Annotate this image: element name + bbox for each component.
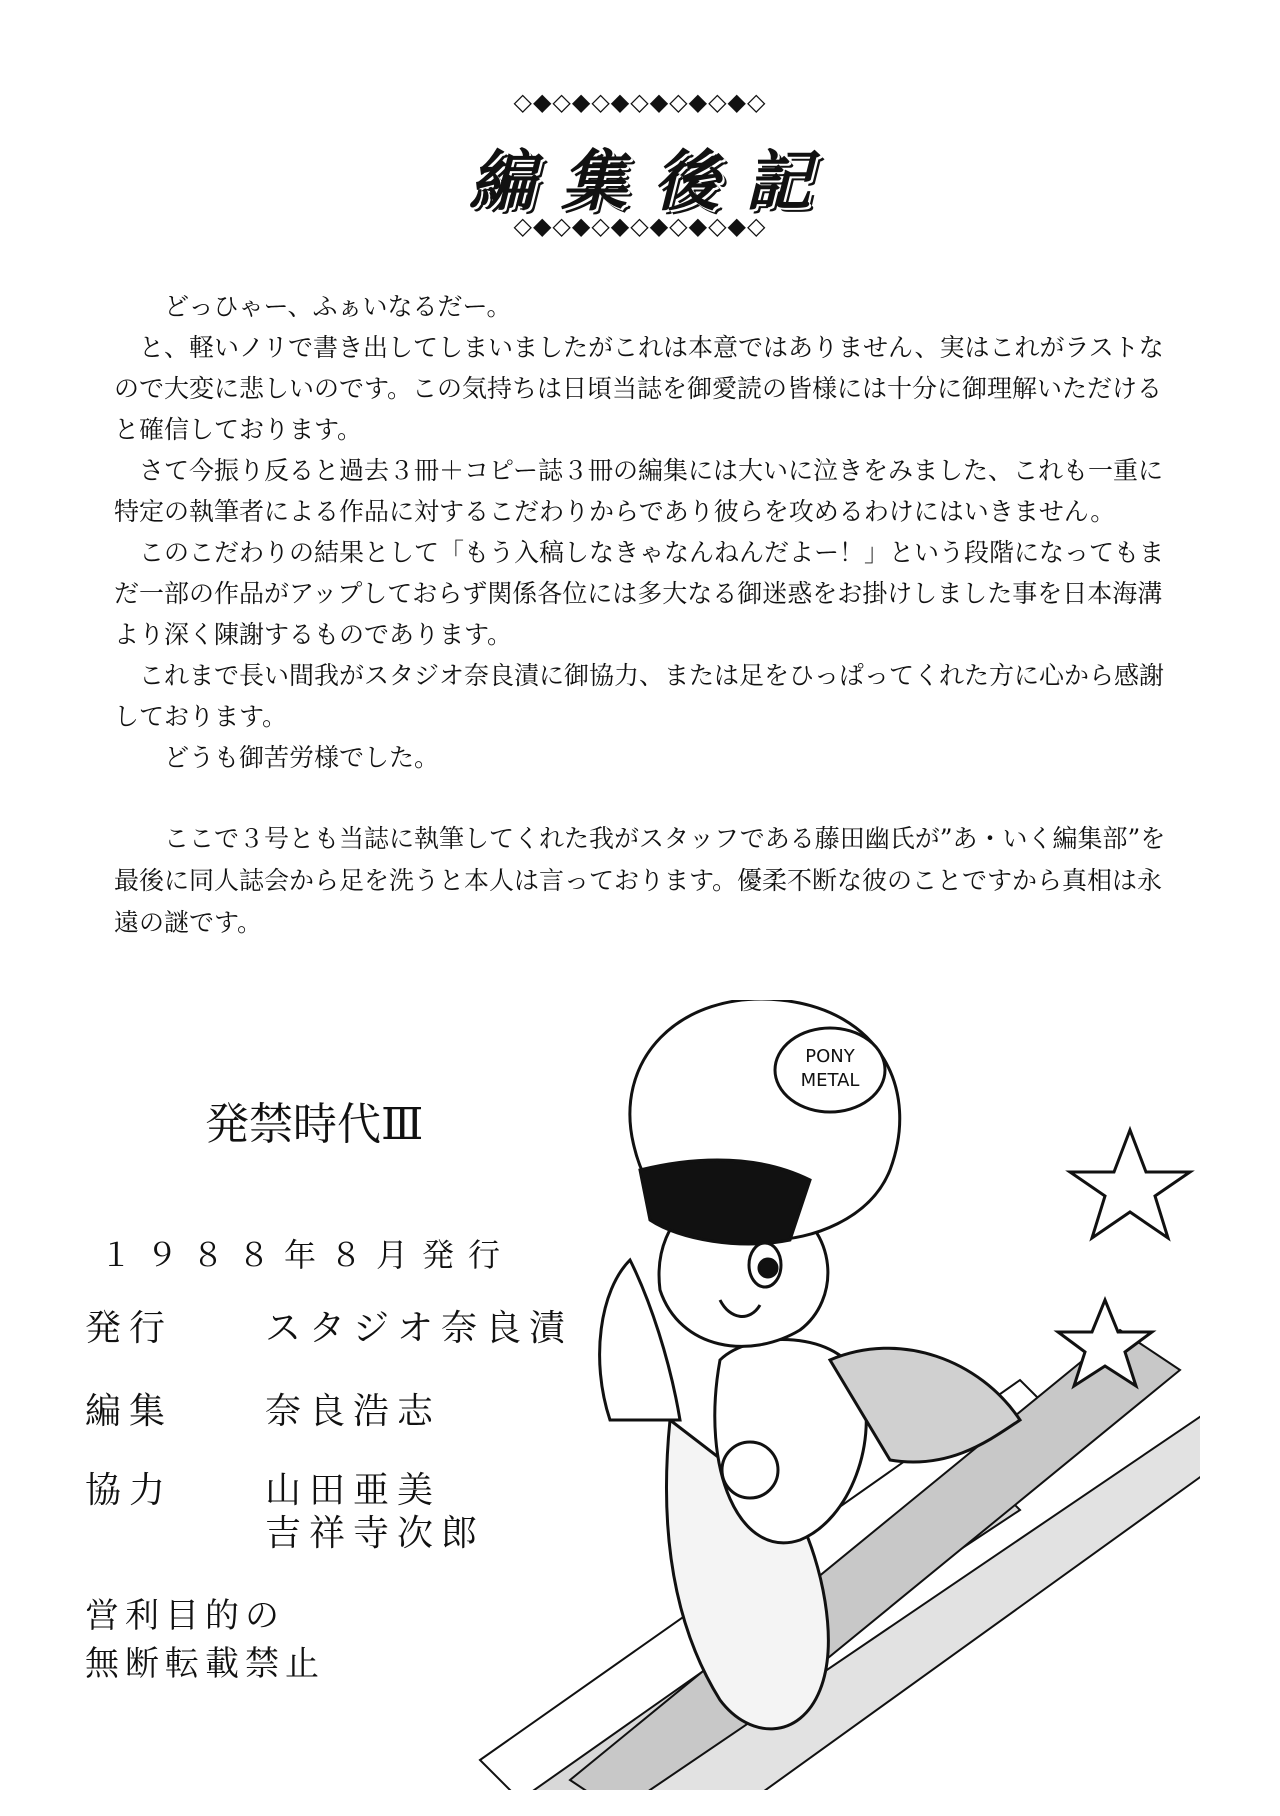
editor-value: 奈良浩志: [265, 1391, 442, 1432]
publisher-label: 発行: [85, 1308, 174, 1349]
editorial-body: [114, 286, 1174, 778]
paragraph-4: このこだわりの結果として「もう入稿しなきゃなんねんだよー！」という段階になってもまだ一部の作品がアップしておらず関係各位には多大なる御迷惑をお掛けしました事を日本海溝より深く陳謝するものであります。: [114, 538, 1165, 649]
helmet-text-metal: METAL: [800, 1070, 860, 1091]
cooperation-label: 協力: [85, 1470, 174, 1511]
paragraph-1: どっひゃー、ふぁいなるだー。: [164, 292, 512, 321]
cooperator-1: 山田亜美: [265, 1470, 442, 1511]
paragraph-5: これまで長い間我がスタジオ奈良漬に御協力、または足をひっぱってくれた方に心から感謝しております。: [114, 661, 1165, 731]
paragraph-3: さて今振り反ると過去３冊＋コピー誌３冊の編集には大いに泣きをみました、これも一重に特定の執筆者による作品に対するこだわりからであり彼らを攻めるわけにはいきません。: [114, 456, 1164, 526]
header-decoration-top: ◇◆◇◆◇◆◇◆◇◆◇◆◇: [513, 88, 767, 116]
helmet-text-pony: PONY: [805, 1046, 855, 1067]
copyright-notice-line1: 営利目的の: [85, 1596, 285, 1636]
star-icon: [1070, 1130, 1190, 1238]
paragraph-6: どうも御苦労様でした。: [164, 743, 440, 772]
header-decoration-bottom: ◇◆◇◆◇◆◇◆◇◆◇◆◇: [513, 212, 767, 240]
afterword-paragraph: ここで３号とも当誌に執筆してくれた我がスタッフである藤田幽氏が”あ・いく編集部”を最後に同人誌会から足を洗うと本人は言っております。優柔不断な彼のことですから真相は永遠の謎です。: [114, 824, 1166, 937]
page-title: 編集後記: [469, 142, 837, 220]
book-title: 発禁時代Ⅲ: [205, 1099, 424, 1150]
editor-label: 編集: [85, 1391, 174, 1432]
paragraph-2: と、軽いノリで書き出してしまいましたがこれは本意ではありません、実はこれがラストなので大変に悲しいのです。この気持ちは日頃当誌を御愛読の皆様には十分に御理解いただけると確信しております。: [114, 333, 1164, 444]
character-illustration: [420, 1000, 1200, 1790]
publication-date: １９８８年８月発行: [100, 1236, 515, 1274]
cooperator-2: 吉祥寺次郎: [265, 1513, 486, 1554]
publisher-value: スタジオ奈良漬: [265, 1308, 574, 1349]
copyright-notice-line2: 無断転載禁止: [85, 1644, 325, 1684]
